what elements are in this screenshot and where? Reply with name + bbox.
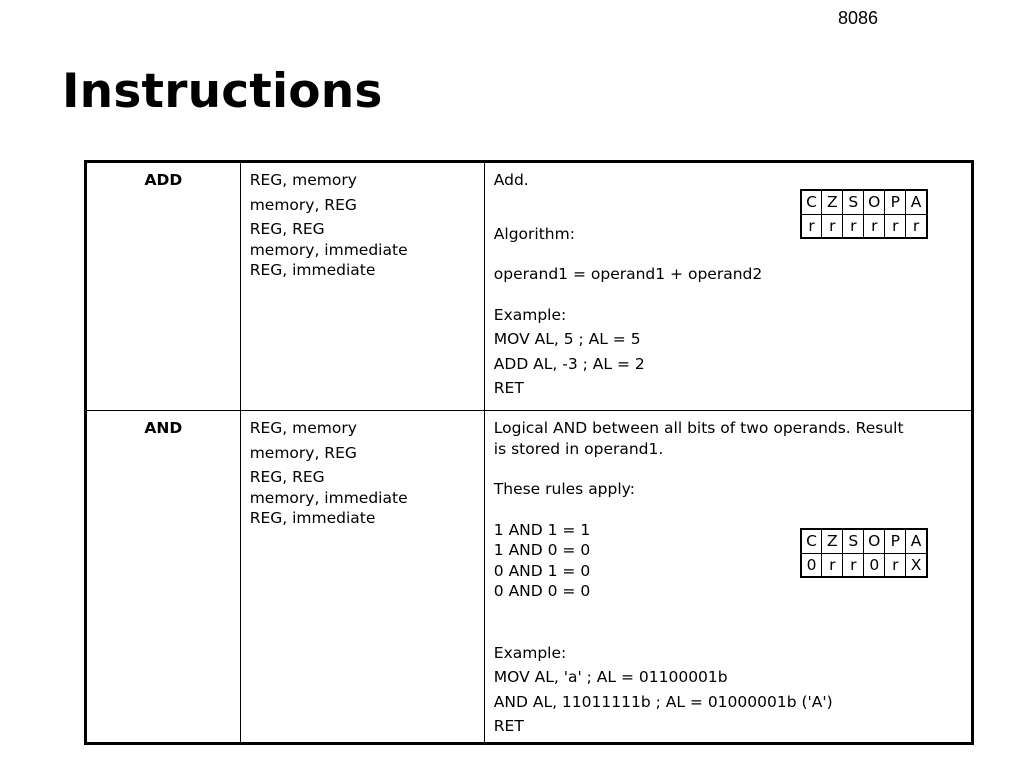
- flag-value: r: [864, 214, 885, 238]
- flag-header: O: [864, 529, 885, 553]
- flag-header: C: [801, 529, 822, 553]
- algorithm-text: operand1 = operand1 + operand2: [493, 265, 763, 283]
- flag-header: P: [885, 529, 906, 553]
- flag-header: C: [801, 190, 822, 214]
- flag-value: r: [885, 553, 906, 577]
- example-line: RET: [493, 379, 524, 397]
- flag-header: O: [864, 190, 885, 214]
- example-line: MOV AL, 'a' ; AL = 01100001b: [493, 668, 728, 686]
- table-row-add: [86, 162, 973, 411]
- rule-line: 1 AND 1 = 1: [493, 520, 591, 539]
- description-intro: is stored in operand1.: [493, 439, 664, 458]
- flag-header: Z: [822, 190, 843, 214]
- example-label: Example:: [493, 643, 567, 662]
- instruction-name: AND: [86, 411, 241, 744]
- operand-item: REG, memory: [249, 419, 357, 437]
- description-intro: Add.: [493, 171, 529, 189]
- flags-header-row: [801, 190, 927, 214]
- flag-header: Z: [822, 529, 843, 553]
- flag-value: r: [822, 553, 843, 577]
- flags-value-row: [801, 214, 927, 238]
- flag-value: r: [885, 214, 906, 238]
- operand-list: [240, 162, 484, 411]
- operand-item: memory, immediate: [249, 488, 408, 507]
- flag-value: r: [843, 553, 864, 577]
- operand-list: [240, 411, 484, 744]
- flag-header: A: [906, 190, 927, 214]
- example-line: AND AL, 11011111b ; AL = 01000001b ('A'): [493, 692, 833, 711]
- flag-value: X: [906, 553, 927, 577]
- flag-header: S: [843, 190, 864, 214]
- operand-item: REG, memory: [249, 171, 357, 189]
- operand-item: memory, immediate: [249, 240, 408, 259]
- flag-value: r: [906, 214, 927, 238]
- flag-header: P: [885, 190, 906, 214]
- operand-item: REG, REG: [249, 220, 325, 238]
- description-intro: Logical AND between all bits of two operands. Result: [493, 419, 904, 437]
- rule-line: 0 AND 1 = 0: [493, 561, 591, 580]
- instruction-name: ADD: [86, 162, 241, 411]
- operand-item: memory, REG: [249, 443, 357, 462]
- instruction-description: [484, 411, 972, 744]
- flag-value: r: [843, 214, 864, 238]
- example-line: ADD AL, -3 ; AL = 2: [493, 354, 645, 373]
- example-line: MOV AL, 5 ; AL = 5: [493, 330, 641, 348]
- document-code: 8086: [838, 8, 879, 28]
- rules-label: These rules apply:: [493, 480, 635, 498]
- operand-item: memory, REG: [249, 195, 357, 214]
- flags-header-row: [801, 529, 927, 553]
- operand-item: REG, REG: [249, 468, 325, 486]
- example-label: Example:: [493, 305, 567, 324]
- flag-value: r: [822, 214, 843, 238]
- flag-header: S: [843, 529, 864, 553]
- instruction-table: [84, 160, 974, 745]
- flag-value: r: [801, 214, 822, 238]
- flags-table: [800, 528, 928, 578]
- operand-item: REG, immediate: [249, 261, 376, 279]
- flags-table: [800, 189, 928, 239]
- flag-value: 0: [864, 553, 885, 577]
- page-title: Instructions: [62, 64, 383, 119]
- rule-line: 0 AND 0 = 0: [493, 582, 591, 600]
- flag-header: A: [906, 529, 927, 553]
- algorithm-label: Algorithm:: [493, 224, 575, 243]
- rule-line: 1 AND 0 = 0: [493, 541, 591, 559]
- instruction-description: [484, 162, 972, 411]
- example-line: RET: [493, 717, 524, 735]
- table-row-and: [86, 411, 973, 744]
- operand-item: REG, immediate: [249, 509, 376, 527]
- flags-value-row: [801, 553, 927, 577]
- flag-value: 0: [801, 553, 822, 577]
